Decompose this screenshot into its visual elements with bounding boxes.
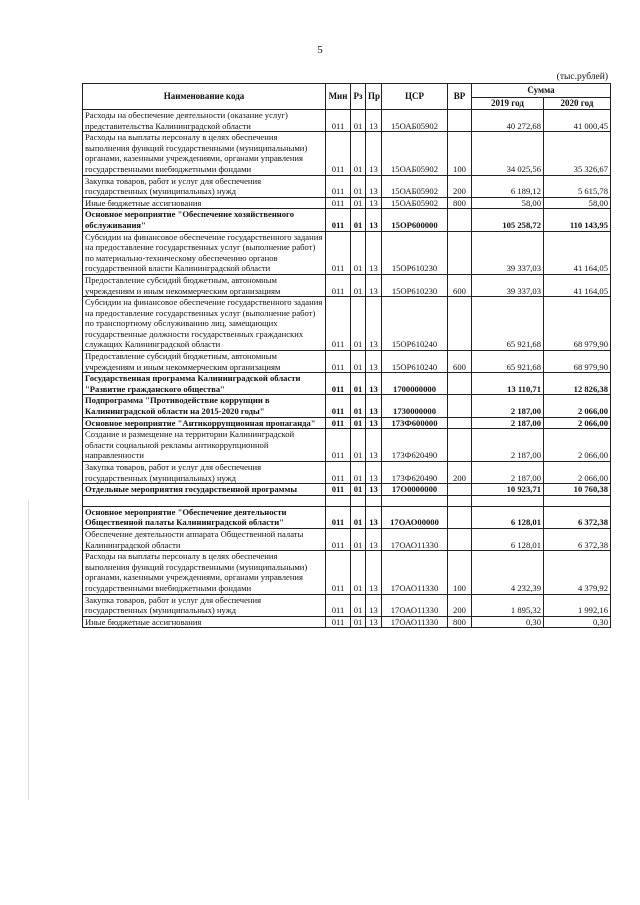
cell-csr: 17ОАО11330 xyxy=(382,616,448,628)
cell-y2019: 65 921,68 xyxy=(472,297,544,351)
scan-margin-mark xyxy=(28,500,29,800)
cell-min: 011 xyxy=(326,417,351,429)
header-vr: ВР xyxy=(448,84,472,110)
cell-vr xyxy=(448,297,472,351)
cell-name: Отдельные мероприятия государственной программы xyxy=(83,484,326,496)
cell-min: 011 xyxy=(326,197,351,209)
cell-rz: 01 xyxy=(351,395,366,417)
cell-name: Субсидии на финансовое обеспечение государственного задания на предоставление государственных услуг (выполнение работ) по материально-техническому обеспечению органов государственной власти Калининградской области xyxy=(83,231,326,274)
cell-csr: 173Ф620490 xyxy=(382,462,448,484)
table-row xyxy=(83,528,611,550)
cell-rz: 01 xyxy=(351,110,366,132)
table-row xyxy=(83,594,611,616)
cell-pr: 13 xyxy=(366,209,382,231)
cell-pr: 13 xyxy=(366,429,382,462)
cell-name: Расходы на выплаты персоналу в целях обеспечения выполнения функций государственными (муниципальными) органами, казенными учреждениями, органами управления государственными внебюджетными фондами xyxy=(83,132,326,175)
cell-csr: 15ОАБ05902 xyxy=(382,175,448,197)
spacer-cell xyxy=(326,495,351,506)
cell-min: 011 xyxy=(326,231,351,274)
cell-csr: 15ОР600000 xyxy=(382,209,448,231)
cell-y2019: 6 189,12 xyxy=(472,175,544,197)
cell-y2020: 0,30 xyxy=(544,616,611,628)
cell-csr: 15ОАБ05902 xyxy=(382,110,448,132)
cell-rz: 01 xyxy=(351,274,366,296)
spacer-cell xyxy=(366,495,382,506)
spacer-row xyxy=(83,495,611,506)
header-pr: Пр xyxy=(366,84,382,110)
spacer-cell xyxy=(448,495,472,506)
spacer-cell xyxy=(83,495,326,506)
cell-pr: 13 xyxy=(366,351,382,373)
table-body xyxy=(83,110,611,628)
cell-vr: 100 xyxy=(448,132,472,175)
cell-rz: 01 xyxy=(351,132,366,175)
table-row xyxy=(83,551,611,594)
cell-csr: 17ОАО11330 xyxy=(382,551,448,594)
cell-rz: 01 xyxy=(351,484,366,496)
cell-y2019: 13 110,71 xyxy=(472,373,544,395)
table-row xyxy=(83,506,611,528)
cell-rz: 01 xyxy=(351,594,366,616)
header-sum: Сумма xyxy=(472,84,611,98)
unit-label: (тыс.рублей) xyxy=(556,72,608,82)
cell-name: Подпрограмма "Противодействие коррупции в Калининградской области на 2015-2020 годы" xyxy=(83,395,326,417)
cell-rz: 01 xyxy=(351,351,366,373)
cell-y2020: 2 066,00 xyxy=(544,417,611,429)
cell-y2020: 35 326,67 xyxy=(544,132,611,175)
cell-csr: 1700000000 xyxy=(382,373,448,395)
cell-pr: 13 xyxy=(366,417,382,429)
cell-csr: 17О0000000 xyxy=(382,484,448,496)
cell-csr: 173Ф600000 xyxy=(382,417,448,429)
cell-name: Расходы на обеспечение деятельности (оказание услуг) представительства Калининградской области xyxy=(83,110,326,132)
cell-y2019: 2 187,00 xyxy=(472,429,544,462)
cell-y2019: 6 128,01 xyxy=(472,506,544,528)
cell-name: Основное мероприятие "Обеспечение деятельности Общественной палаты Калининградской области" xyxy=(83,506,326,528)
cell-y2020: 68 979,90 xyxy=(544,297,611,351)
cell-vr xyxy=(448,373,472,395)
cell-min: 011 xyxy=(326,594,351,616)
cell-vr: 200 xyxy=(448,175,472,197)
table-row xyxy=(83,462,611,484)
table-row xyxy=(83,373,611,395)
cell-y2020: 6 372,38 xyxy=(544,506,611,528)
cell-vr: 600 xyxy=(448,274,472,296)
cell-y2019: 10 923,71 xyxy=(472,484,544,496)
cell-min: 011 xyxy=(326,175,351,197)
cell-y2019: 40 272,68 xyxy=(472,110,544,132)
cell-min: 011 xyxy=(326,528,351,550)
header-name: Наименование кода xyxy=(83,84,326,110)
cell-y2019: 34 025,56 xyxy=(472,132,544,175)
cell-y2019: 2 187,00 xyxy=(472,462,544,484)
cell-vr xyxy=(448,484,472,496)
cell-name: Обеспечение деятельности аппарата Общественной палаты Калининградской области xyxy=(83,528,326,550)
table-row xyxy=(83,417,611,429)
cell-pr: 13 xyxy=(366,506,382,528)
table-row xyxy=(83,110,611,132)
cell-min: 011 xyxy=(326,462,351,484)
spacer-cell xyxy=(382,495,448,506)
cell-rz: 01 xyxy=(351,462,366,484)
cell-y2020: 41 000,45 xyxy=(544,110,611,132)
cell-y2020: 2 066,00 xyxy=(544,462,611,484)
cell-pr: 13 xyxy=(366,373,382,395)
cell-y2020: 68 979,90 xyxy=(544,351,611,373)
cell-name: Предоставление субсидий бюджетным, автономным учреждениям и иным некоммерческим организациям xyxy=(83,274,326,296)
cell-vr xyxy=(448,209,472,231)
cell-vr: 800 xyxy=(448,616,472,628)
cell-csr: 15ОР610240 xyxy=(382,351,448,373)
cell-name: Иные бюджетные ассигнования xyxy=(83,197,326,209)
cell-min: 011 xyxy=(326,297,351,351)
cell-rz: 01 xyxy=(351,175,366,197)
cell-csr: 17ОАО00000 xyxy=(382,506,448,528)
cell-name: Основное мероприятие "Антикоррупционная пропаганда" xyxy=(83,417,326,429)
cell-y2019: 105 258,72 xyxy=(472,209,544,231)
cell-y2019: 0,30 xyxy=(472,616,544,628)
cell-rz: 01 xyxy=(351,373,366,395)
cell-y2020: 58,00 xyxy=(544,197,611,209)
cell-csr: 15ОАБ05902 xyxy=(382,197,448,209)
cell-csr: 17ОАО11330 xyxy=(382,594,448,616)
table-row xyxy=(83,484,611,496)
cell-y2020: 4 379,92 xyxy=(544,551,611,594)
header-csr: ЦСР xyxy=(382,84,448,110)
cell-y2019: 65 921,68 xyxy=(472,351,544,373)
cell-min: 011 xyxy=(326,351,351,373)
cell-name: Закупка товаров, работ и услуг для обеспечения государственных (муниципальных) нужд xyxy=(83,175,326,197)
cell-rz: 01 xyxy=(351,209,366,231)
cell-rz: 01 xyxy=(351,551,366,594)
cell-pr: 13 xyxy=(366,231,382,274)
cell-y2019: 4 232,39 xyxy=(472,551,544,594)
cell-rz: 01 xyxy=(351,231,366,274)
cell-rz: 01 xyxy=(351,528,366,550)
cell-y2019: 6 128,01 xyxy=(472,528,544,550)
cell-min: 011 xyxy=(326,484,351,496)
cell-min: 011 xyxy=(326,110,351,132)
cell-name: Государственная программа Калининградской области "Развитие гражданского общества" xyxy=(83,373,326,395)
cell-vr: 200 xyxy=(448,462,472,484)
table-row xyxy=(83,274,611,296)
cell-pr: 13 xyxy=(366,274,382,296)
cell-vr xyxy=(448,110,472,132)
cell-min: 011 xyxy=(326,506,351,528)
cell-name: Создание и размещение на территории Калининградской области социальной рекламы антикоррупционной направленности xyxy=(83,429,326,462)
table-row xyxy=(83,351,611,373)
cell-rz: 01 xyxy=(351,506,366,528)
cell-y2020: 6 372,38 xyxy=(544,528,611,550)
spacer-cell xyxy=(544,495,611,506)
table-row xyxy=(83,231,611,274)
header-min: Мин xyxy=(326,84,351,110)
table-row xyxy=(83,132,611,175)
cell-pr: 13 xyxy=(366,197,382,209)
table-row xyxy=(83,429,611,462)
cell-min: 011 xyxy=(326,373,351,395)
cell-y2019: 2 187,00 xyxy=(472,417,544,429)
cell-y2019: 39 337,03 xyxy=(472,231,544,274)
cell-vr xyxy=(448,395,472,417)
cell-vr: 800 xyxy=(448,197,472,209)
cell-y2019: 39 337,03 xyxy=(472,274,544,296)
cell-csr: 1730000000 xyxy=(382,395,448,417)
cell-csr: 15ОР610230 xyxy=(382,274,448,296)
cell-pr: 13 xyxy=(366,616,382,628)
cell-y2019: 2 187,00 xyxy=(472,395,544,417)
cell-pr: 13 xyxy=(366,528,382,550)
header-rz: Рз xyxy=(351,84,366,110)
cell-rz: 01 xyxy=(351,429,366,462)
cell-vr xyxy=(448,506,472,528)
page-number: 5 xyxy=(317,44,323,56)
cell-vr xyxy=(448,231,472,274)
cell-pr: 13 xyxy=(366,551,382,594)
cell-min: 011 xyxy=(326,274,351,296)
cell-min: 011 xyxy=(326,429,351,462)
cell-csr: 173Ф620490 xyxy=(382,429,448,462)
cell-rz: 01 xyxy=(351,297,366,351)
cell-csr: 15ОР610240 xyxy=(382,297,448,351)
cell-vr: 200 xyxy=(448,594,472,616)
cell-y2020: 12 826,38 xyxy=(544,373,611,395)
cell-name: Закупка товаров, работ и услуг для обеспечения государственных (муниципальных) нужд xyxy=(83,462,326,484)
cell-name: Закупка товаров, работ и услуг для обеспечения государственных (муниципальных) нужд xyxy=(83,594,326,616)
cell-rz: 01 xyxy=(351,616,366,628)
table-row xyxy=(83,197,611,209)
cell-y2020: 1 992,16 xyxy=(544,594,611,616)
cell-csr: 17ОАО11330 xyxy=(382,528,448,550)
cell-name: Расходы на выплаты персоналу в целях обеспечения выполнения функций государственными (муниципальными) органами, казенными учреждениями, органами управления государственными внебюджетными фондами xyxy=(83,551,326,594)
cell-pr: 13 xyxy=(366,110,382,132)
cell-min: 011 xyxy=(326,132,351,175)
cell-y2020: 2 066,00 xyxy=(544,395,611,417)
table-row xyxy=(83,209,611,231)
table-row xyxy=(83,297,611,351)
cell-csr: 15ОАБ05902 xyxy=(382,132,448,175)
cell-y2019: 1 895,32 xyxy=(472,594,544,616)
cell-vr: 100 xyxy=(448,551,472,594)
cell-rz: 01 xyxy=(351,417,366,429)
cell-y2020: 10 760,38 xyxy=(544,484,611,496)
cell-pr: 13 xyxy=(366,132,382,175)
cell-min: 011 xyxy=(326,209,351,231)
cell-name: Основное мероприятие "Обеспечение хозяйственного обслуживания" xyxy=(83,209,326,231)
spacer-cell xyxy=(351,495,366,506)
table-row xyxy=(83,395,611,417)
cell-min: 011 xyxy=(326,616,351,628)
cell-csr: 15ОР610230 xyxy=(382,231,448,274)
cell-pr: 13 xyxy=(366,395,382,417)
header-2019: 2019 год xyxy=(472,98,544,110)
cell-vr xyxy=(448,429,472,462)
cell-y2020: 110 143,95 xyxy=(544,209,611,231)
cell-pr: 13 xyxy=(366,175,382,197)
cell-name: Предоставление субсидий бюджетным, автономным учреждениям и иным некоммерческим организациям xyxy=(83,351,326,373)
cell-y2020: 41 164,05 xyxy=(544,231,611,274)
cell-y2020: 5 615,78 xyxy=(544,175,611,197)
cell-min: 011 xyxy=(326,395,351,417)
cell-name: Субсидии на финансовое обеспечение государственного задания на предоставление государственных услуг (выполнение работ) по транспортному обслуживанию лиц, замещающих государственные должности государственных гражданских служащих Калининградской области xyxy=(83,297,326,351)
cell-vr xyxy=(448,528,472,550)
table-row xyxy=(83,175,611,197)
cell-vr: 600 xyxy=(448,351,472,373)
table-row xyxy=(83,616,611,628)
cell-pr: 13 xyxy=(366,462,382,484)
header-2020: 2020 год xyxy=(544,98,611,110)
spacer-cell xyxy=(472,495,544,506)
cell-rz: 01 xyxy=(351,197,366,209)
cell-min: 011 xyxy=(326,551,351,594)
cell-pr: 13 xyxy=(366,594,382,616)
cell-y2020: 2 066,00 xyxy=(544,429,611,462)
cell-y2020: 41 164,05 xyxy=(544,274,611,296)
cell-vr xyxy=(448,417,472,429)
cell-pr: 13 xyxy=(366,297,382,351)
cell-name: Иные бюджетные ассигнования xyxy=(83,616,326,628)
budget-table xyxy=(82,83,611,628)
cell-pr: 13 xyxy=(366,484,382,496)
cell-y2019: 58,00 xyxy=(472,197,544,209)
